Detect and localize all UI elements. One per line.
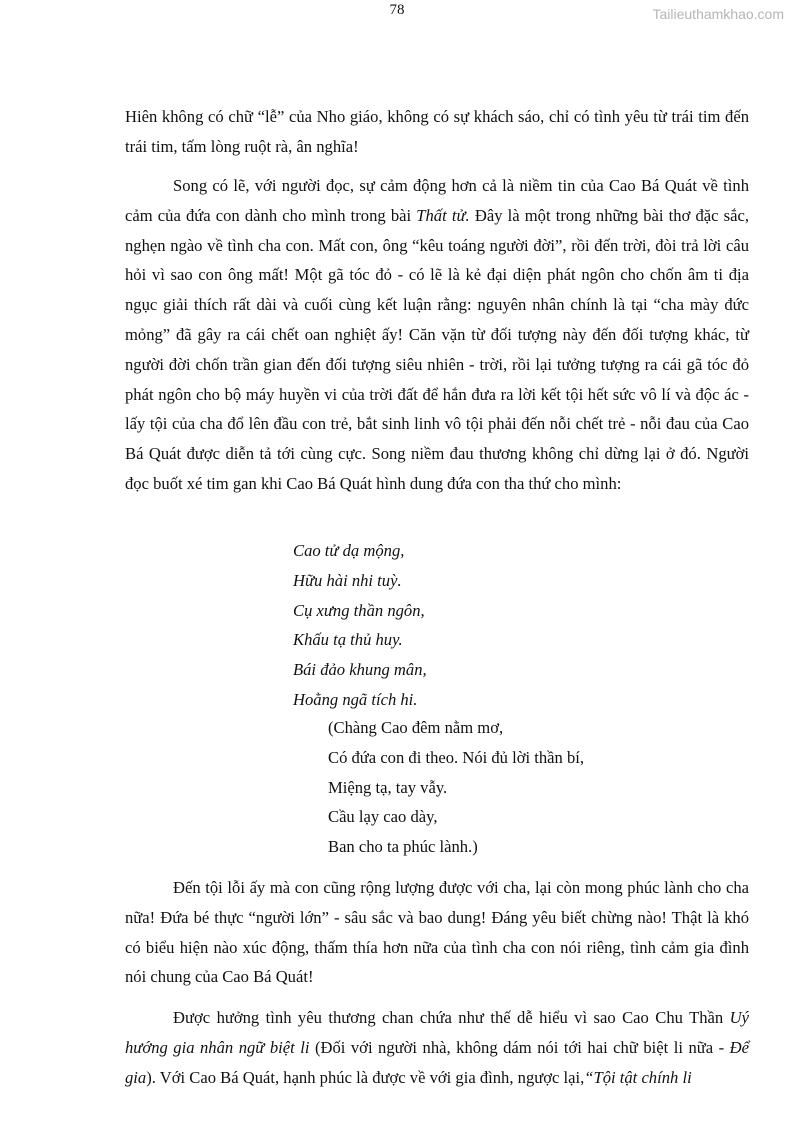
paragraph-2-part-1: Song có lẽ, với người đọc, sự cảm động hơn cả là niềm tin của Cao Bá Quát về tình cảm của đứa con dành cho mình trong bài xyxy=(125,176,749,225)
paragraph-2 xyxy=(125,171,749,499)
paragraph-1-text: Hiên không có chữ “lễ” của Nho giáo, không có sự khách sáo, chỉ có tình yêu từ trái tim đến trái tim, tấm lòng ruột rà, ân nghĩa! xyxy=(125,107,749,156)
quote-toi-tat: “Tội tật chính li xyxy=(584,1067,692,1087)
paragraph-4-part-3: ). Với Cao Bá Quát, hạnh phúc là được về với gia đình, ngược lại, xyxy=(146,1067,585,1087)
translation-line: (Chàng Cao đêm nằm mơ, xyxy=(328,718,504,737)
paragraph-2-part-2: Đây là một trong những bài thơ đặc sắc, nghẹn ngào về tình cha con. Mất con, ông “kêu toáng người đời”, rồi đến trời, đòi trả lời câu hỏi vì sao con ông mất! Một gã tóc đỏ - có lẽ là kẻ đại diện phát ngôn cho chốn âm ti địa ngục giải thích rất dài và cuối cùng kết luận rằng: nguyên nhân chính là tại “cha mày đức mỏng” đã gây ra cái chết oan nghiệt ấy! Căn vặn từ đối tượng này đến đối tượng khác, từ người đời chốn trần gian đến đối tượng siêu nhiên - trời, rồi lại tưởng tượng ra cái gã tóc đỏ phát ngôn cho bộ máy huyền vi của trời đất để hắn đưa ra lời kết tội hết sức vô lí và độc ác - lấy tội của cha đổ lên đầu con trẻ, bắt sinh linh vô tội phải đến nỗi chết trẻ - nỗi đau của Cao Bá Quát được diễn tả tới cùng cực. Song niềm đau thương không chỉ dừng lại ở đó. Người đọc buốt xé tim gan khi Cao Bá Quát hình dung đứa con tha thứ cho mình: xyxy=(125,205,750,493)
paragraph-4 xyxy=(125,1003,749,1092)
poem-line: Bái đảo khung mân, xyxy=(293,660,427,680)
poem-line: Khấu tạ thủ huy. xyxy=(293,630,403,650)
poem-line: Cụ xưng thần ngôn, xyxy=(293,600,425,620)
translation-line: Có đứa con đi theo. Nói đủ lời thần bí, xyxy=(328,747,585,767)
page-number: 78 xyxy=(389,2,405,18)
paragraph-4-part-2: (Đối với người nhà, không dám nói tới hai chữ biệt li nữa - xyxy=(309,1037,730,1057)
poem-line: Hữu hài nhi tuỳ. xyxy=(293,570,402,590)
watermark: Tailieuthamkhao.com xyxy=(652,6,784,22)
paragraph-3 xyxy=(125,873,749,992)
poem-title-de-gia: Để gia xyxy=(125,1037,749,1087)
poem-line: Hoằng ngã tích hi. xyxy=(293,689,418,709)
poem-original xyxy=(293,536,427,715)
poem-line: Cao tử dạ mộng, xyxy=(293,541,405,560)
translation-line: Cầu lạy cao dày, xyxy=(328,807,438,827)
translation-line: Ban cho ta phúc lành.) xyxy=(328,837,478,857)
poem-translation xyxy=(328,713,584,862)
paragraph-1 xyxy=(125,102,749,162)
poem-title-that-tu: Thất tử. xyxy=(416,205,470,225)
poem-title-uy-huong: Uý hướng gia nhân ngữ biệt li xyxy=(125,1008,749,1057)
paragraph-3-text: Đến tội lỗi ấy mà con cũng rộng lượng được với cha, lại còn mong phúc lành cho cha nữa! Đứa bé thực “người lớn” - sâu sắc và bao dung! Đáng yêu biết chừng nào! Thật là khó có biểu hiện nào xúc động, thấm thía hơn nữa của tình cha con nói riêng, tình cảm gia đình nói chung của Cao Bá Quát! xyxy=(125,878,749,987)
paragraph-4-part-1: Được hưởng tình yêu thương chan chứa như thế dễ hiểu vì sao Cao Chu Thần xyxy=(173,1008,730,1027)
translation-line: Miệng tạ, tay vẫy. xyxy=(328,777,448,797)
